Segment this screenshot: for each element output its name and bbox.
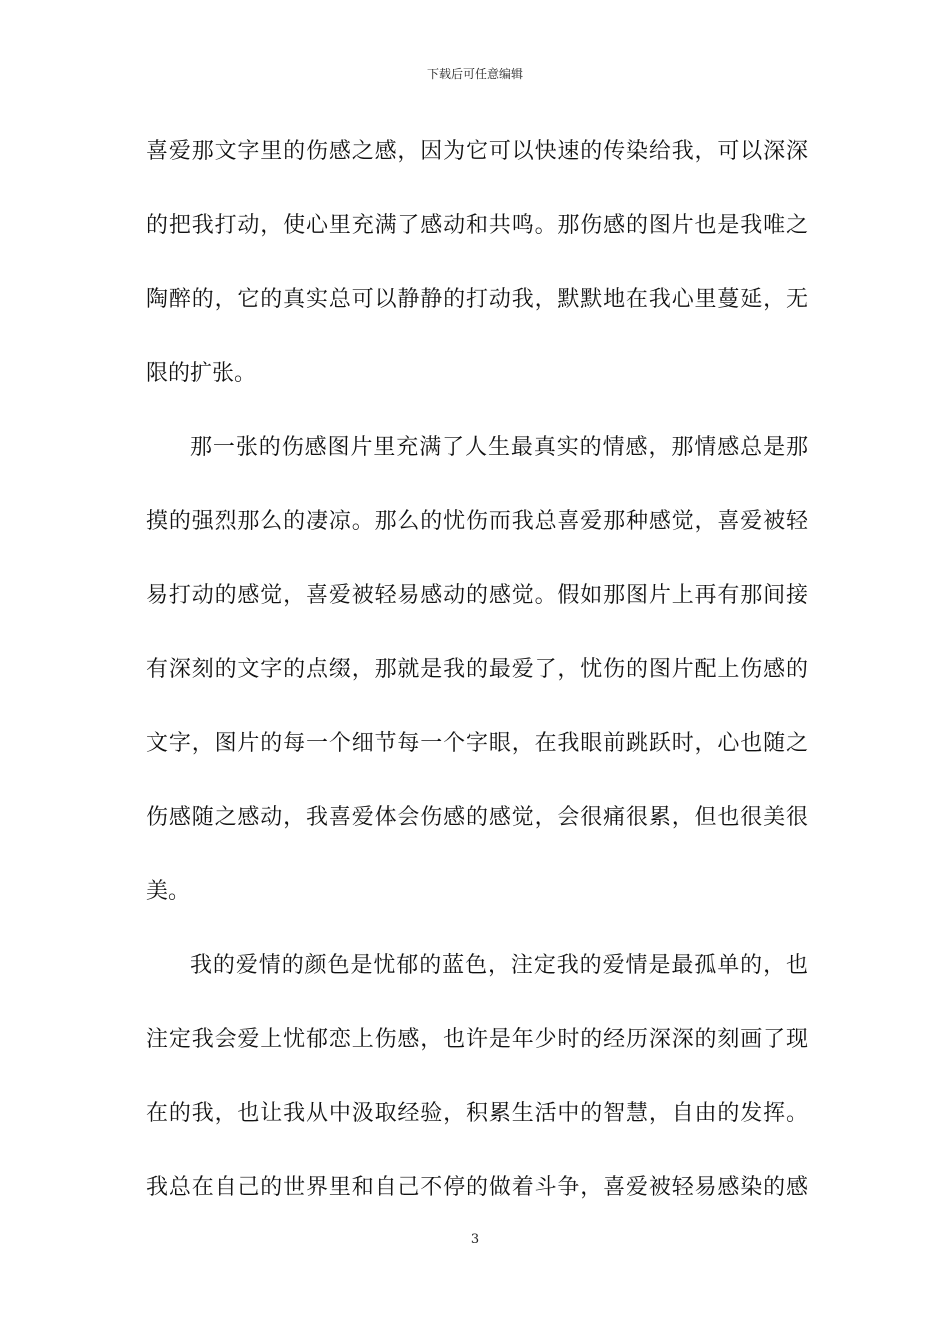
page-header: 下载后可任意编辑 bbox=[426, 67, 523, 81]
paragraph-1-line-2: 的把我打动，使心里充满了感动和共鸣。那伤感的图片也是我唯之 bbox=[146, 213, 808, 238]
paragraph-2-line-5: 文字，图片的每一个细节每一个字眼，在我眼前跳跃时，心也随之 bbox=[146, 731, 808, 756]
paragraph-2-line-1: 那一张的伤感图片里充满了人生最真实的情感，那情感总是那 bbox=[190, 435, 808, 460]
paragraph-3-line-3: 在的我，也让我从中汲取经验，积累生活中的智慧，自由的发挥。 bbox=[146, 1101, 808, 1126]
paragraph-2-line-2: 摸的强烈那么的凄凉。那么的忧伤而我总喜爱那种感觉，喜爱被轻 bbox=[146, 509, 808, 534]
paragraph-2-line-6: 伤感随之感动，我喜爱体会伤感的感觉，会很痛很累，但也很美很 bbox=[146, 805, 808, 830]
paragraph-1-line-1: 喜爱那文字里的伤感之感，因为它可以快速的传染给我，可以深深 bbox=[146, 139, 808, 164]
paragraph-3-line-1: 我的爱情的颜色是忧郁的蓝色，注定我的爱情是最孤单的，也 bbox=[190, 953, 808, 978]
paragraph-1-line-3: 陶醉的，它的真实总可以静静的打动我，默默地在我心里蔓延，无 bbox=[146, 287, 808, 312]
paragraph-2-line-4: 有深刻的文字的点缀，那就是我的最爱了，忧伤的图片配上伤感的 bbox=[146, 657, 808, 682]
page-number: 3 bbox=[470, 1232, 480, 1247]
paragraph-3-line-4: 我总在自己的世界里和自己不停的做着斗争，喜爱被轻易感染的感 bbox=[146, 1175, 808, 1200]
paragraph-3-line-2: 注定我会爱上忧郁恋上伤感，也许是年少时的经历深深的刻画了现 bbox=[146, 1027, 808, 1052]
paragraph-1-line-4: 限的扩张。 bbox=[146, 361, 257, 386]
paragraph-2-line-7: 美。 bbox=[146, 879, 191, 904]
paragraph-2-line-3: 易打动的感觉，喜爱被轻易感动的感觉。假如那图片上再有那间接 bbox=[146, 583, 808, 608]
